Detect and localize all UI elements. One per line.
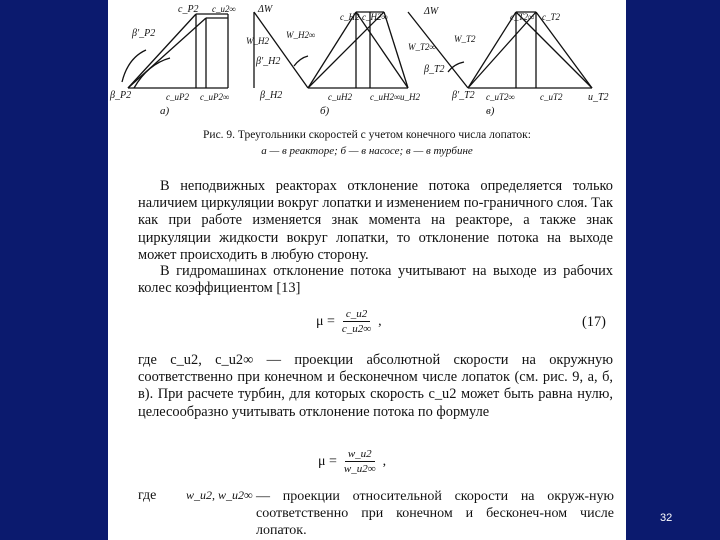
label-c-uh2: c_uH2 [328,92,352,102]
velocity-triangles-diagram [108,0,626,125]
formula-17-numerator: c_u2 [343,308,370,322]
formula-relative-tail: , [382,453,387,469]
formula-17-fraction [339,308,374,335]
label-panel-a: a) [160,105,170,117]
label-delta-w-v: ΔW [424,6,439,17]
formula-17 [316,308,382,335]
label-beta-p2-top: β'_P2 [132,28,156,39]
formula-relative-fraction [341,448,379,475]
formula-17-lhs: μ = [316,313,335,329]
label-beta-h2-top: β'_H2 [256,56,281,67]
triangle-b [254,12,408,88]
label-beta-t2-top: β_T2 [424,64,445,75]
formula-relative-lhs: μ = [318,453,337,469]
label-panel-b: б) [320,105,330,117]
label-w-t2: W_T2 [454,34,476,44]
paragraph-where-cu2: где c_u2, c_u2∞ — проекции абсолютной скорости на окружную соответственно при конечном и бесконечном числе лопаток (см. рис. 9, а, б, в). При расчете турбин, для которых скорость c_u2 может быть равна нулю, целесообразно учитывать отклонение потока по формуле [138,352,613,420]
label-c-t2: c_T2 [542,12,560,22]
label-w-t2inf: W_T2∞ [408,42,436,52]
where-symbols: w_u2, w_u2∞ [186,488,253,502]
formula-relative-denominator: w_u2∞ [343,463,376,475]
label-c-h2inf: c_H2∞ [362,12,388,22]
figure-caption: Рис. 9. Треугольники скоростей с учетом конечного числа лопаток: [203,129,531,141]
where-definition: — проекции относительной скорости на окруж-ную соответственно при конечном и бесконеч-ном числе лопаток. [256,489,614,538]
label-c-u2inf-a: c_u2∞ [212,4,236,14]
label-beta-t2: β'_T2 [452,90,475,101]
figure-subcaption: а — в реакторе; б — в насосе; в — в турбине [261,145,473,157]
label-beta-h2: β_H2 [260,90,283,101]
label-panel-v: в) [486,105,495,117]
formula-relative-numerator: w_u2 [345,448,375,462]
label-delta-w-b: ΔW [258,4,273,15]
formula-relative [318,448,386,475]
label-u-h2: u_H2 [400,92,420,102]
label-c-up2inf: c_uP2∞ [200,92,230,102]
scanned-page [108,0,626,540]
triangle-a [122,14,228,88]
label-c-p2: c_P2 [178,4,199,15]
formula-17-tail: , [378,313,382,329]
label-beta-p2: β_P2 [110,90,132,101]
label-c-ut2inf: c_uT2∞ [486,92,515,102]
where-label: где [138,488,157,503]
label-w-h2: W_H2 [246,36,269,46]
paragraph-reactors: В неподвижных реакторах отклонение потока определяется только наличием циркуляции вокруг лопатки и изменением по-граничного слоя. Так как при работе изменяется знак момента на реакторе, а также знак циркуляции жидкости вокруг лопатки, то отклонение потока на выходе может происходить в любую сторону. [138,178,613,263]
label-u-t2: u_T2 [588,92,609,103]
formula-17-denominator: c_u2∞ [341,323,372,335]
equation-number: (17) [582,314,606,330]
label-c-ut2: c_uT2 [540,92,563,102]
label-c-up2: c_uP2 [166,92,189,102]
label-c-uh2inf: c_uH2∞ [370,92,401,102]
slide-number: 32 [660,512,673,524]
label-c-t2inf: c_T2∞ [510,12,535,22]
label-w-h2inf: W_H2∞ [286,30,316,40]
paragraph-hydromachines: В гидромашинах отклонение потока учитывают на выходе из рабочих колес коэффициентом [13] [138,263,613,297]
label-c-h2: c_H2 [340,12,360,22]
